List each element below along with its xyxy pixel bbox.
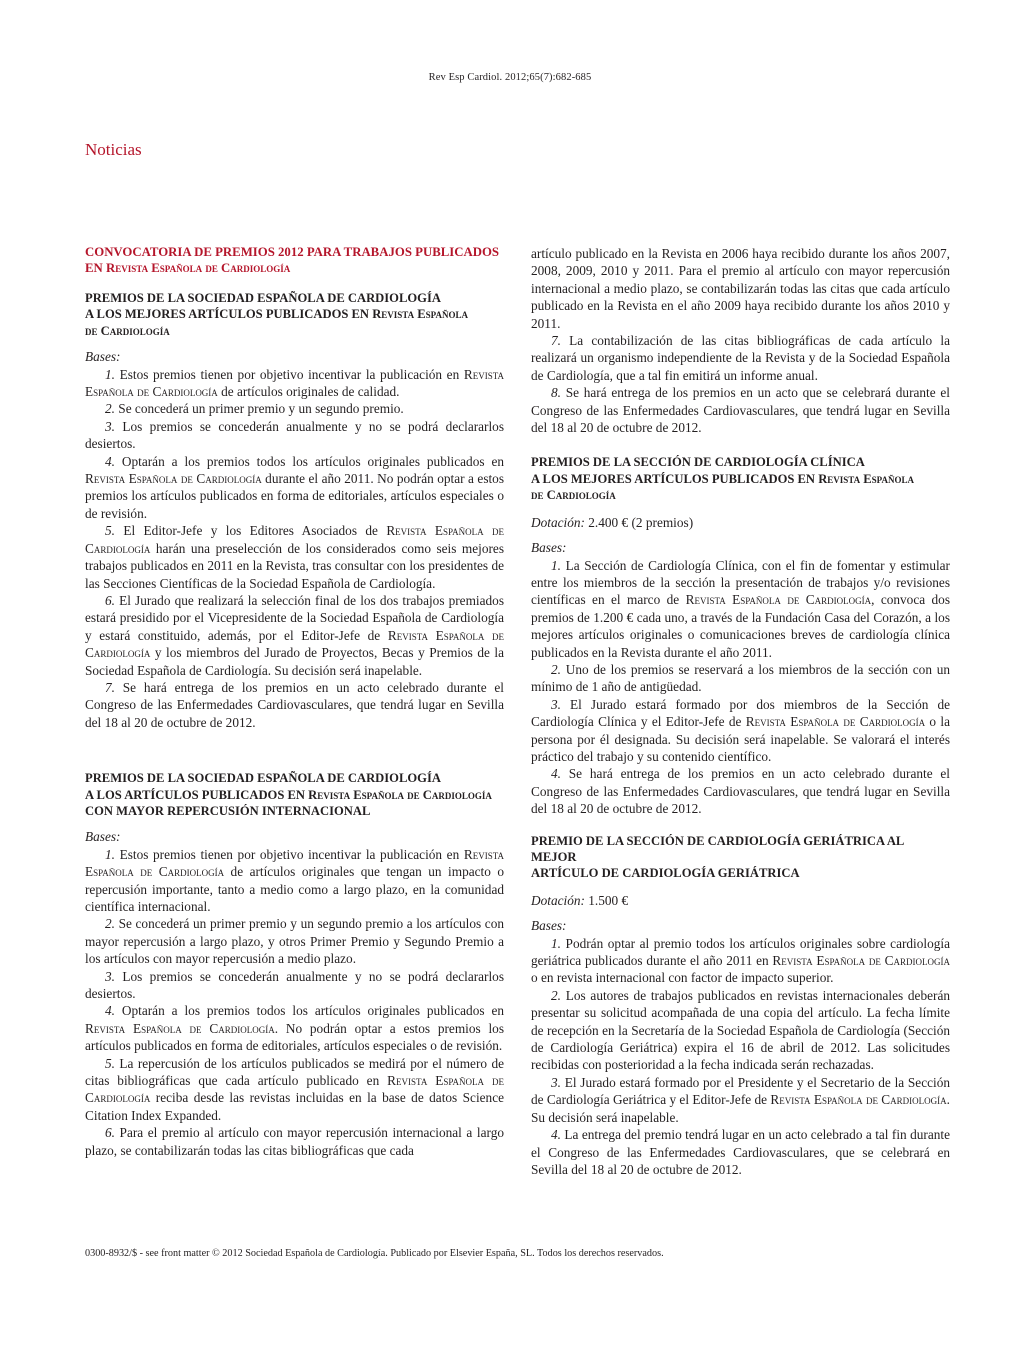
- list-item: 2. Los autores de trabajos publicados en revistas internacionales deberán presentar su solicitud acompañada de una copia del artículo. La fecha límite de recepción en la Secretaría de la Sociedad Española de Cardiología (Sección de Cardiología Geriátrica) expira el 16 de abril de 2012. Las solicitudes recibidas con posterioridad a la fecha indicada serán rechazadas.: [531, 987, 950, 1073]
- left-column: [85, 244, 504, 1159]
- list-item: 1. La Sección de Cardiología Clínica, con el fin de fomentar y estimular entre los miembros de la sección la presentación de trabajos y/o revisiones científicas en el marco de Revista Española de Cardiología, convoca dos premios de 1.200 € cada uno, a través de la Fundación Casa del Corazón, a los mejores artículos originales o comunicaciones breves de cardiología clínica publicados en la Revista durante el año 2011.: [531, 557, 950, 660]
- section-label: Noticias: [85, 140, 142, 159]
- right-column: [531, 245, 950, 1178]
- list-item: 4. La entrega del premio tendrá lugar en un acto celebrado a tal fin durante el Congreso de las Enfermedades Cardiovasculares, que se celebrará en Sevilla del 18 al 20 de octubre de 2012.: [531, 1127, 950, 1177]
- bases-label: Bases:: [531, 540, 567, 556]
- list-item: 2. Uno de los premios se reservará a los miembros de la sección con un mínimo de 1 año de antigüedad.: [531, 661, 950, 695]
- list-item: 6. El Jurado que realizará la selección final de los dos trabajos premiados estará presidido por el Vicepresidente de la Sociedad Española de Cardiología y estará constituido, además, por el Editor-Jefe de Revista Española de Cardiología y los miembros del Jurado de Proyectos, Becas y Premios de la Sociedad Española de Cardiología. Su decisión será inapelable.: [85, 592, 504, 678]
- list-item: 4. Optarán a los premios todos los artículos originales publicados en Revista Española de Cardiología durante el año 2011. No podrán optar a estos premios los artículos publicados en forma de editoriales, artículos especiales o de revisión.: [85, 453, 505, 521]
- list-item: 6. Para el premio al artículo con mayor repercusión internacional a largo plazo, se contabilizarán todas las citas bibliográficas que cada: [85, 1125, 504, 1158]
- list-item: 2. Se concederá un primer premio y un segundo premio.: [105, 401, 404, 417]
- continued-paragraph: artículo publicado en la Revista en 2006 haya recibido durante los años 2007, 2008, 2009, 2010 y 2011. Para el premio al artículo con mayor repercusión internacional a medio plazo, se contabilizarán todas las citas que cada artículo publicado en la Revista en el año 2009 haya recibido durante los años 2010 y 2011.: [531, 246, 950, 331]
- copyright-footer: 0300-8932/$ - see front matter © 2012 Sociedad Española de Cardiología. Publicado por Elsevier España, SL. Todos los derechos reservados.: [85, 1248, 664, 1259]
- journal-citation: Rev Esp Cardiol. 2012;65(7):682-685: [428, 72, 592, 83]
- list-item: 1. Estos premios tienen por objetivo incentivar la publicación en Revista Española de Cardiología de artículos originales que tengan un impacto o repercusión importante, tanto a medio como a largo plazo, en la comunidad científica internacional.: [85, 846, 504, 914]
- list-item: 3. El Jurado estará formado por dos miembros de la Sección de Cardiología Clínica y el Editor-Jefe de Revista Española de Cardiología o la persona por él designada. Su decisión será inapelable. Se valorará el interés práctico del trabajo y su contenido científico.: [531, 696, 951, 764]
- list-item: 2. Se concederá un primer premio y un segundo premio a los artículos con mayor repercusión a largo plazo, y otros Primer Premio y Segundo Premio a los artículos con mayor repercusión a medio plazo.: [85, 916, 504, 967]
- list-item: 1. Estos premios tienen por objetivo incentivar la publicación en Revista Española de Cardiología de artículos originales de calidad.: [85, 366, 504, 400]
- section-2-title: PREMIOS DE LA SOCIEDAD ESPAÑOLA DE CARDIOLOGÍA A LOS ARTÍCULOS PUBLICADOS EN Revista Española de Cardiología CON MAYOR REPERCUSIÓN INTERNACIONAL: [85, 771, 492, 818]
- list-item: 8. Se hará entrega de los premios en un acto que se celebrará durante el Congreso de las Enfermedades Cardiovasculares, que tendrá lugar en Sevilla del 18 al 20 de octubre de 2012.: [531, 385, 950, 436]
- section-4-title: PREMIO DE LA SECCIÓN DE CARDIOLOGÍA GERIÁTRICA AL MEJOR ARTÍCULO DE CARDIOLOGÍA GERIÁTRICA: [531, 833, 904, 881]
- bases-label: Bases:: [85, 349, 121, 365]
- list-item: 7. Se hará entrega de los premios en un acto celebrado durante el Congreso de las Enfermedades Cardiovasculares, que tendrá lugar en Sevilla del 18 al 20 de octubre de 2012.: [85, 679, 504, 730]
- list-item: 3. Los premios se concederán anualmente y no se podrá declararlos desiertos.: [85, 418, 504, 452]
- main-title: CONVOCATORIA DE PREMIOS 2012 PARA TRABAJOS PUBLICADOS EN Revista Española de Cardiología: [85, 245, 500, 275]
- list-item: 3. Los premios se concederán anualmente y no se podrá declararlos desiertos.: [85, 968, 504, 1002]
- list-item: 3. El Jurado estará formado por el Presidente y el Secretario de la Sección de Cardiología Geriátrica y el Editor-Jefe de Revista Española de Cardiología. Su decisión será inapelable.: [531, 1074, 950, 1125]
- bases-label: Bases:: [85, 829, 121, 845]
- section-3-title: PREMIOS DE LA SECCIÓN DE CARDIOLOGÍA CLÍNICA A LOS MEJORES ARTÍCULOS PUBLICADOS EN Revista Española de Cardiología: [531, 455, 915, 503]
- dotacion: Dotación: 1.500 €: [531, 892, 629, 908]
- list-item: 4. Optarán a los premios todos los artículos originales publicados en Revista Española de Cardiología. No podrán optar a estos premios los artículos publicados en forma de editoriales, artículos especiales o de revisión.: [85, 1003, 504, 1054]
- bases-label: Bases:: [531, 918, 567, 934]
- dotacion: Dotación: 2.400 € (2 premios): [531, 514, 694, 530]
- list-item: 7. La contabilización de las citas bibliográficas de cada artículo la realizará un organismo independiente de la Revista y de la Sociedad Española de Cardiología, que a tal fin emitirá un informe anual.: [531, 333, 950, 383]
- list-item: 5. El Editor-Jefe y los Editores Asociados de Revista Española de Cardiología harán una preselección de los considerados como seis mejores trabajos publicados en 2011 en la Revista, tras consultar con los presidentes de las Secciones Científicas de la Sociedad Española de Cardiología.: [85, 523, 505, 591]
- list-item: 1. Podrán optar al premio todos los artículos originales sobre cardiología geriátrica publicados durante el año 2011 en Revista Española de Cardiología o en revista internacional con factor de impacto superior.: [531, 935, 950, 986]
- section-1-title: PREMIOS DE LA SOCIEDAD ESPAÑOLA DE CARDIOLOGÍA A LOS MEJORES ARTÍCULOS PUBLICADOS EN Revista Española de Cardiología: [85, 291, 469, 338]
- list-item: 5. La repercusión de los artículos publicados se medirá por el número de citas bibliográficas que cada artículo publicado en Revista Española de Cardiología reciba desde las revistas incluidas en la base de datos Science Citation Index Expanded.: [85, 1055, 504, 1123]
- list-item: 4. Se hará entrega de los premios en un acto celebrado durante el Congreso de las Enfermedades Cardiovasculares, que tendrá lugar en Sevilla del 18 al 20 de octubre de 2012.: [531, 766, 950, 817]
